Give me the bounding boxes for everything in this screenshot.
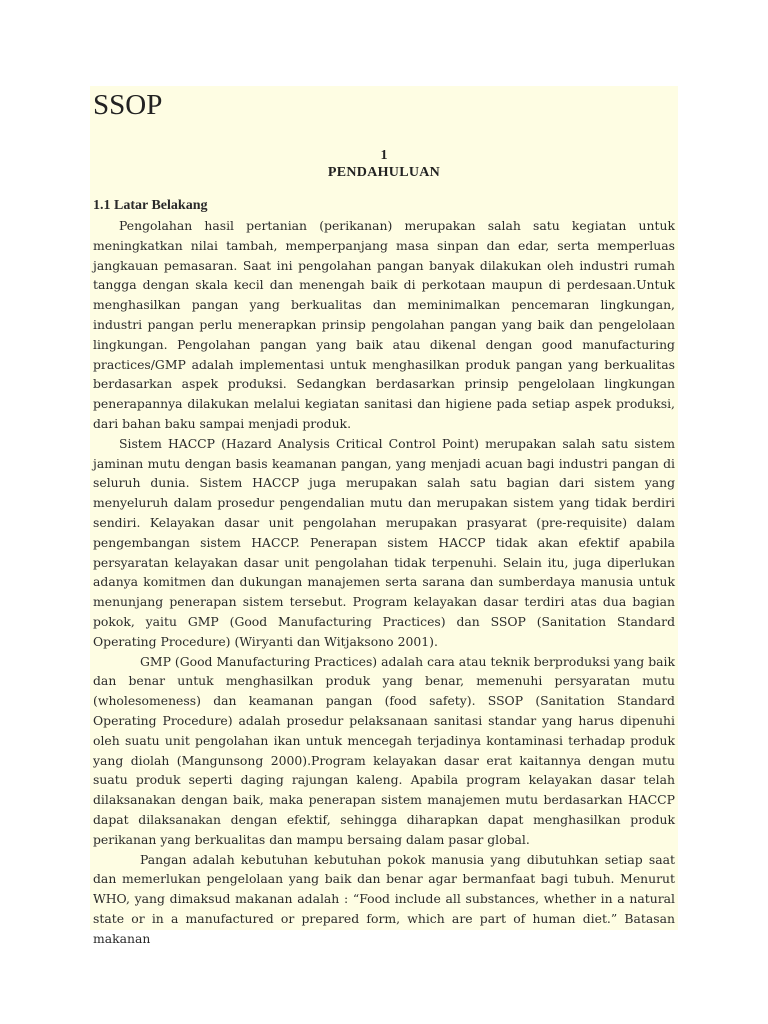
chapter-number: 1 (380, 148, 388, 163)
paragraph: Sistem HACCP (Hazard Analysis Critical Control Point) merupakan salah satu sistem jaminan mutu dengan basis keamanan pangan, yang menjadi acuan bagi industri pangan di seluruh dunia. Sistem HACCP juga merupakan salah satu bagian dari sistem yang menyeluruh dalam prosedur pengendalian mutu dan merupakan sistem yang tidak berdiri sendiri. Kelayakan dasar unit pengolahan merupakan prasyarat (pre-requisite) dalam pengembangan sistem HACCP. Penerapan sistem HACCP tidak akan efektif apabila persyaratan kelayakan dasar unit pengolahan tidak terpenuhi. Selain itu, juga diperlukan adanya komitmen dan dukungan manajemen serta sarana dan sumberdaya manusia untuk menunjang penerapan sistem tersebut. Program kelayakan dasar terdiri atas dua bagian pokok, yaitu GMP (Good Manufacturing Practices) dan SSOP (Sanitation Standard Operating Procedure) (Wiryanti dan Witjaksono 2001). (93, 435, 675, 649)
document-page (90, 86, 678, 946)
paragraph: Pengolahan hasil pertanian (perikanan) merupakan salah satu kegiatan untuk meningkatkan nilai tambah, memperpanjang masa sinpan dan edar, serta memperluas jangkauan pemasaran. Saat ini pengolahan pangan banyak dilakukan oleh industri rumah tangga dengan skala kecil dan menengah baik di perkotaan maupun di perdesaan.Untuk menghasilkan pangan yang berkualitas dan meminimalkan pencemaran lingkungan, industri pangan perlu menerapkan prinsip pengolahan pangan yang baik dan pengelolaan lingkungan. Pengolahan pangan yang baik atau dikenal dengan good manufacturing practices/GMP adalah implementasi untuk menghasilkan produk pangan yang berkualitas berdasarkan aspek produksi. Sedangkan berdasarkan prinsip pengelolaan lingkungan penerapannya dilakukan melalui kegiatan sanitasi dan higiene pada setiap aspek produksi, dari bahan baku sampai menjadi produk. (93, 218, 675, 431)
document-body (93, 196, 675, 948)
document-title: SSOP (93, 89, 163, 121)
section-heading: 1.1 Latar Belakang (93, 198, 208, 213)
chapter-title: PENDAHULUAN (327, 165, 441, 180)
paragraph: GMP (Good Manufacturing Practices) adalah cara atau teknik berproduksi yang baik dan benar untuk menghasilkan produk yang benar, memenuhi persyaratan mutu (wholesomeness) dan keamanan pangan (food safety). SSOP (Sanitation Standard Operating Procedure) adalah prosedur pelaksanaan sanitasi standar yang harus dipenuhi oleh suatu unit pengolahan ikan untuk mencegah terjadinya kontaminasi terhadap produk yang diolah (Mangunsong 2000).Program kelayakan dasar erat kaitannya dengan mutu suatu produk seperti daging rajungan kaleng. Apabila program kelayakan dasar telah dilaksanakan dengan baik, maka penerapan sistem manajemen mutu berdasarkan HACCP dapat dilaksanakan dengan efektif, sehingga diharapkan dapat menghasilkan produk perikanan yang berkualitas dan mampu bersaing dalam pasar global. (93, 653, 675, 847)
paragraph: Pangan adalah kebutuhan kebutuhan pokok manusia yang dibutuhkan setiap saat dan memerlukan pengelolaan yang baik dan benar agar bermanfaat bagi tubuh. Menurut WHO, yang dimaksud makanan adalah : “Food include all substances, whether in a natural state or in a manufactured or prepared form, which are part of human diet.” Batasan makanan (93, 851, 675, 946)
